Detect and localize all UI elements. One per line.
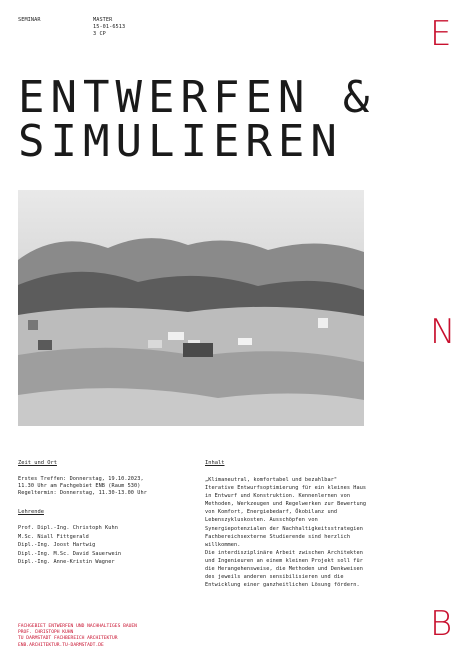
landscape-illustration (18, 190, 364, 426)
footer-department: FACHGEBIET ENTWERFEN UND NACHHALTIGES BAUEN (18, 624, 137, 629)
teacher-name: Prof. Dipl.-Ing. Christoph Kuhn (18, 525, 118, 531)
content-text (205, 476, 400, 589)
content-line: Methoden, Werkzeugen und Regelwerken zur Bewertung (205, 501, 367, 508)
seminar-label: SEMINAR (18, 17, 41, 23)
teacher-name: Dipl.-Ing. Joost Hartwig (18, 542, 96, 549)
time-place-line: 11.30 Uhr am Fachgebiet ENB (Raum 530) (18, 483, 141, 489)
footer-professor: PROF. CHRISTOPH KUHN (18, 630, 74, 636)
teacher-name: M.Sc. Niall Fittgerald (18, 533, 89, 540)
teachers-list (18, 524, 198, 567)
time-place-section (18, 460, 198, 497)
time-place-line: Regeltermin: Donnerstag, 11.30-13.00 Uhr (18, 490, 147, 496)
content-line: von Komfort, Energiebedarf, Ökobilanz und (205, 509, 338, 516)
course-credits: 3 CP (93, 31, 106, 37)
footer (18, 624, 137, 649)
teachers-section (18, 509, 198, 567)
time-place-heading: Zeit und Ort (18, 460, 57, 466)
title-line-2: SIMULIEREN (18, 116, 343, 167)
content-line: „Klimaneutral, komfortabel und bezahlbar" (205, 477, 338, 483)
teacher-name: Dipl.-Ing. Anne-Kristin Wagner (18, 559, 115, 566)
content-line: Die interdisziplinäre Arbeit zwischen Architekten (205, 549, 363, 556)
title-line-1: ENTWERFEN & (18, 72, 376, 123)
time-place-text (18, 476, 198, 497)
content-line: in Entwurf und Konstruktion. Kennenlernen von (205, 493, 351, 500)
content-line: Lebenszykluskosten. Ausschöpfen von (205, 517, 318, 524)
content-line: Synergiepotenzialen der Nachhaltigkeitsstrategien (205, 525, 363, 532)
content-line: Entwicklung einer ganzheitlichen Lösung fördern. (205, 582, 360, 589)
course-level: MASTER (93, 17, 113, 23)
course-info (93, 17, 125, 38)
content-section (205, 460, 400, 589)
content-line: Iterative Entwurfsoptimierung für ein kleines Haus (205, 485, 367, 492)
content-heading: Inhalt (205, 460, 225, 466)
content-line: und Ingenieuren an einem kleinen Projekt soll für (205, 557, 363, 564)
teachers-heading: Lehrende (18, 509, 44, 515)
content-line: Fachbereichsexterne Studierende sind herzlich (205, 533, 351, 540)
footer-faculty: TU DARMSTADT FACHBEREICH ARCHITEKTUR (18, 636, 118, 642)
course-number: 15-01-6513 (93, 24, 126, 30)
teacher-name: Dipl.-Ing. M.Sc. David Sauerwein (18, 550, 122, 557)
brand-letter-n: N (430, 312, 456, 352)
time-place-line: Erstes Treffen: Donnerstag, 19.10.2023, (18, 476, 144, 482)
footer-website-link[interactable]: ENB.ARCHITEKTUR.TU-DARMSTADT.DE (18, 642, 104, 648)
page-title (18, 72, 376, 167)
content-line: willkommen. (205, 541, 241, 548)
content-line: des jeweils anderen sensibilisieren und die (205, 574, 344, 581)
brand-letter-b: B (430, 604, 453, 644)
landscape-photo (18, 190, 364, 426)
content-line: die Herangehensweise, die Methoden und Denkweisen (205, 566, 363, 573)
brand-letter-e: E (430, 14, 452, 54)
